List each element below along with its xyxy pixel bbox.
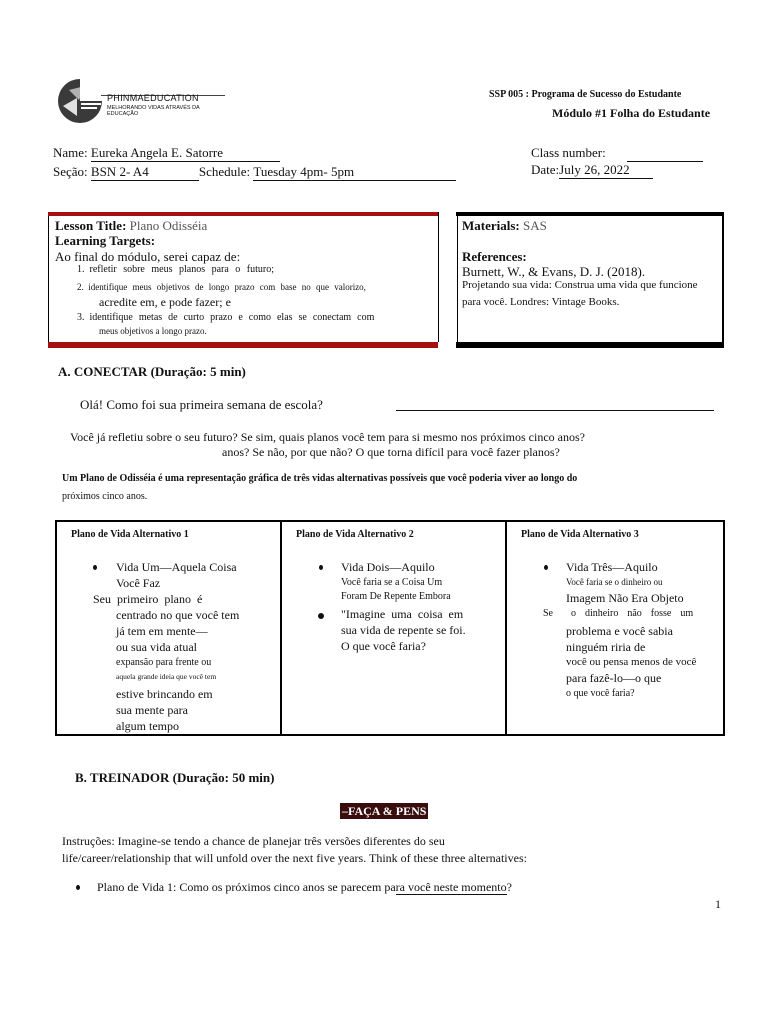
connect-question-2-line-2: anos? Se não, por que não? O que torna difícil para você fazer planos? <box>222 445 560 459</box>
plan-2-quote-line-1: "Imagine uma coisa em <box>341 607 464 621</box>
class-number-row <box>531 145 703 162</box>
target-3-cont: meus objetivos a longo prazo. <box>99 326 207 336</box>
class-number-field[interactable] <box>627 145 703 162</box>
plan-1-line: expansão para frente ou <box>116 657 212 668</box>
logo-mark-icon <box>55 76 105 126</box>
target-2: 2. identifique meus objetivos de longo prazo com base no que valorizo, <box>77 282 366 292</box>
section-row <box>53 164 456 181</box>
connect-question-2-line-1: Você já refletiu sobre o seu futuro? Se sim, quais planos você tem para si mesmo nos próximos cinco anos? <box>70 430 585 444</box>
bullet-icon <box>544 565 548 570</box>
coach-heading: B. TREINADOR (Duração: 50 min) <box>75 770 275 785</box>
plan-cell-3 <box>506 521 724 735</box>
reference-line-3: para você. Londres: Vintage Books. <box>462 296 620 308</box>
date-label: Date: <box>531 162 560 177</box>
target-2-cont: acredite em, e pode fazer; e <box>99 295 231 309</box>
plan-3-line: Se o dinheiro não fosse um <box>543 608 694 619</box>
plan-1-line: centrado no que você tem <box>116 608 240 622</box>
logo-tagline: MELHORANDO VIDAS ATRAVÉS DA EDUCAÇÃO <box>107 105 200 117</box>
plans-table <box>55 520 725 736</box>
materials <box>462 218 547 234</box>
plan-1-line: algum tempo <box>116 719 179 733</box>
plan-1-line: sua mente para <box>116 703 188 717</box>
page-number: 1 <box>715 897 721 911</box>
do-and-think-badge: –FAÇA & PENS <box>342 804 427 818</box>
plan-cell-2 <box>281 521 506 735</box>
plan-3-bullet-line-3: Imagem Não Era Objeto <box>566 591 684 605</box>
name-label: Name: <box>53 145 88 160</box>
references-label: References: <box>462 249 527 264</box>
instructions-line-1: Instruções: Imagine-se tendo a chance de planejar três versões diferentes do seu <box>62 834 445 848</box>
lesson-title <box>55 218 207 234</box>
plan-3-bullet-line-1: Vida Três—Aquilo <box>566 560 658 574</box>
odyssey-definition-line-2: próximos cinco anos. <box>62 491 148 502</box>
bullet-icon <box>319 565 323 570</box>
plan-cell-1 <box>56 521 281 735</box>
module-title: Módulo #1 Folha do Estudante <box>552 106 711 120</box>
plan-2-title: Plano de Vida Alternativo 2 <box>296 529 414 540</box>
reference-line-1: Burnett, W., & Evans, D. J. (2018). <box>462 264 646 279</box>
connect-heading: A. CONECTAR (Duração: 5 min) <box>58 364 246 379</box>
target-1: 1. refletir sobre meus planos para o futuro; <box>77 264 275 275</box>
bullet-icon <box>93 565 97 570</box>
plan-2-bullet-line-3: Foram De Repente Embora <box>341 591 451 602</box>
plan-3-line: o que você faria? <box>566 688 635 699</box>
learning-intro: Ao final do módulo, serei capaz de: <box>55 249 241 264</box>
class-number-label: Class number: <box>531 145 606 160</box>
date-row <box>531 162 653 179</box>
plan-3-bullet-line-2: Você faria se o dinheiro ou <box>566 577 663 587</box>
connect-question-1: Olá! Como foi sua primeira semana de escola? <box>80 397 323 412</box>
logo <box>55 76 225 126</box>
answer-line[interactable] <box>396 410 714 411</box>
life-plan-1-question: Plano de Vida 1: Como os próximos cinco anos se parecem para você neste momento? <box>97 880 512 894</box>
section-field[interactable]: BSN 2- A4 <box>91 164 199 181</box>
reference-line-2: Projetando sua vida: Construa uma vida que funcione <box>462 279 698 291</box>
name-field[interactable]: Eureka Angela E. Satorre <box>91 145 280 162</box>
materials-value: SAS <box>523 218 547 233</box>
plan-1-line: estive brincando em <box>116 687 213 701</box>
lesson-title-value: Plano Odisséia <box>129 218 208 233</box>
name-row <box>53 145 280 162</box>
program-title: SSP 005 : Programa de Sucesso do Estudante <box>489 89 682 100</box>
plan-1-line: já tem em mente— <box>116 624 208 638</box>
plan-1-line: aquela grande ideia que você tem <box>116 672 217 681</box>
plan-1-line: Seu primeiro plano é <box>93 592 203 606</box>
schedule-label: Schedule: <box>198 164 251 179</box>
plan-3-line: para fazê-lo—o que <box>566 671 662 685</box>
plan-2-bullet-line-1: Vida Dois—Aquilo <box>341 560 435 574</box>
plan-3-title: Plano de Vida Alternativo 3 <box>521 529 639 540</box>
plan-1-line: ou sua vida atual <box>116 640 197 654</box>
materials-label: Materials: <box>462 218 520 233</box>
section-label: Seção: <box>53 164 88 179</box>
odyssey-definition-line-1: Um Plano de Odisséia é uma representação gráfica de três vidas alternativas possíveis que você poderia viver ao longo do <box>62 473 578 484</box>
bullet-icon <box>318 613 324 619</box>
bullet-icon <box>76 885 80 890</box>
target-3: 3. identifique metas de curto prazo e como elas se conectam com <box>77 312 375 323</box>
plan-1-bullet-line-1: Vida Um—Aquela Coisa <box>116 560 237 574</box>
learning-targets-label: Learning Targets: <box>55 233 156 248</box>
instructions-line-2: life/career/relationship that will unfold over the next five years. Think of these three alternatives: <box>62 851 527 865</box>
lesson-title-label: Lesson Title: <box>55 218 127 233</box>
plan-2-quote-line-3: O que você faria? <box>341 639 426 653</box>
plan-2-bullet-line-2: Você faria se a Coisa Um <box>341 577 443 588</box>
plan-3-line: problema e você sabia <box>566 624 673 638</box>
logo-name: PHINMAEDUCATION <box>107 93 199 103</box>
plan-1-bullet-line-2: Você Faz <box>116 576 161 590</box>
plan-2-quote-line-2: sua vida de repente se foi. <box>341 623 466 637</box>
plan-3-line: você ou pensa menos de você <box>566 656 697 668</box>
plan-3-line: ninguém riria de <box>566 640 646 654</box>
plan-1-title: Plano de Vida Alternativo 1 <box>71 529 189 540</box>
date-field[interactable]: July 26, 2022 <box>559 162 653 179</box>
schedule-field[interactable]: Tuesday 4pm- 5pm <box>253 164 456 181</box>
